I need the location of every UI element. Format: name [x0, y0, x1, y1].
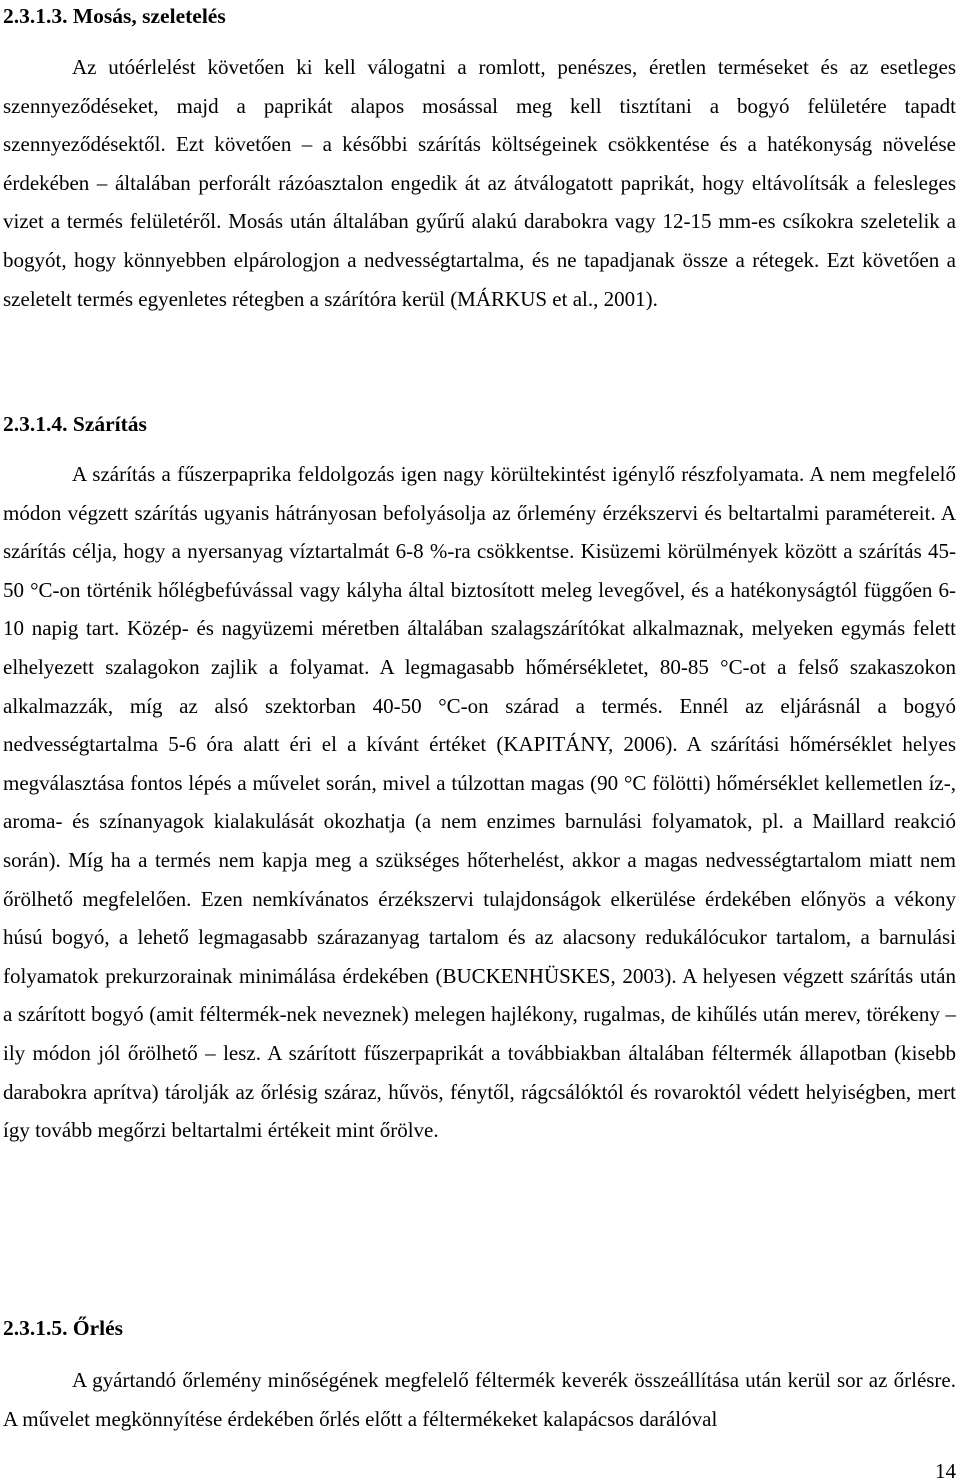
section-paragraph-szaritas: A szárítás a fűszerpaprika feldolgozás igen nagy körültekintést igénylő részfolyamata. A nem megfelelő módon végzett szárítás ugyanis hátrányosan befolyásolja az őrlemény érzékszervi és beltartalmi paramétereit. A szárítás célja, hogy a nyersanyag víztartalmát 6-8 %-ra csökkentse. Kisüzemi körülmények között a szárítás 45-50 °C-on történik hőlégbefúvással vagy kályha által biztosított meleg levegővel, és a hatékonyságtól függően 6-10 napig tart. Közép- és nagyüzemi méretben általában szalagszárítókat alkalmaznak, melyeken egymás felett elhelyezett szalagokon zajlik a folyamat. A legmagasabb hőmérsékletet, 80-85 °C-ot a felső szakaszokon alkalmazzák, míg az alsó szektorban 40-50 °C-on szárad a termés. Ennél az eljárásnál a bogyó nedvességtartalma 5-6 óra alatt éri el a kívánt értéket (KAPITÁNY, 2006). A szárítási hőmérséklet helyes megválasztása fontos lépés a művelet során, mivel a túlzottan magas (90 °C fölötti) hőmérséklet kellemetlen íz-, aroma- és színanyagok kialakulását okozhatja (a nem enzimes barnulási folyamatok, pl. a Maillard reakció során). Míg ha a termés nem kapja meg a szükséges hőterhelést, akkor a magas nedvességtartalom miatt nem őrölhető megfelelően. Ezen nemkívánatos érzékszervi tulajdonságok elkerülése érdekében előnyös a vékony húsú bogyó, a lehető legmagasabb szárazanyag tartalom és az alacsony redukálócukor tartalom, a barnulási folyamatok prekurzorainak minimálása érdekében (BUCKENHÜSKES, 2003). A helyesen végzett szárítás után a szárított bogyó (amit féltermék-nek neveznek) melegen hajlékony, rugalmas, de kihűlés után merev, törékeny – ily módon jól őrölhető – lesz. A szárított fűszerpaprikát a továbbiakban általában féltermék állapotban (kisebb darabokra aprítva) tárolják az őrlésig száraz, hűvös, fénytől, rágcsálóktól és rovaroktól védett helyiségben, mert így tovább megőrzi beltartalmi értékeit mint őrölve. [3, 462, 956, 1143]
section-heading-orles: 2.3.1.5. Őrlés [3, 1316, 124, 1340]
section-heading-szaritas: 2.3.1.4. Szárítás [3, 412, 147, 436]
page-number: 14 [935, 1459, 956, 1483]
section-heading-mosas-szeleteles: 2.3.1.3. Mosás, szeletelés [3, 4, 226, 28]
section-paragraph-orles: A gyártandó őrlemény minőségének megfelelő féltermék keverék összeállítása után kerül sor az őrlésre. A művelet megkönnyítése érdekében őrlés előtt a féltermékeket kalapácsos darálóval [3, 1368, 956, 1431]
section-paragraph-mosas-szeleteles: Az utóérlelést követően ki kell válogatni a romlott, penészes, éretlen terméseket és az esetleges szennyeződéseket, majd a paprikát alapos mosással meg kell tisztítani a bogyó felületére tapadt szennyeződésektől. Ezt követően – a későbbi szárítás költségeinek csökkentése és a hatékonyság növelése érdekében – általában perforált rázóasztalon engedik át az átválogatott paprikát, hogy eltávolítsák a felesleges vizet a termés felületéről. Mosás után általában gyűrű alakú darabokra vagy 12-15 mm-es csíkokra szeletelik a bogyót, hogy könnyebben elpárologjon a nedvességtartalma, és ne tapadjanak össze a rétegek. Ezt követően a szeletelt termés egyenletes rétegben a szárítóra kerül (MÁRKUS et al., 2001). [3, 55, 956, 311]
